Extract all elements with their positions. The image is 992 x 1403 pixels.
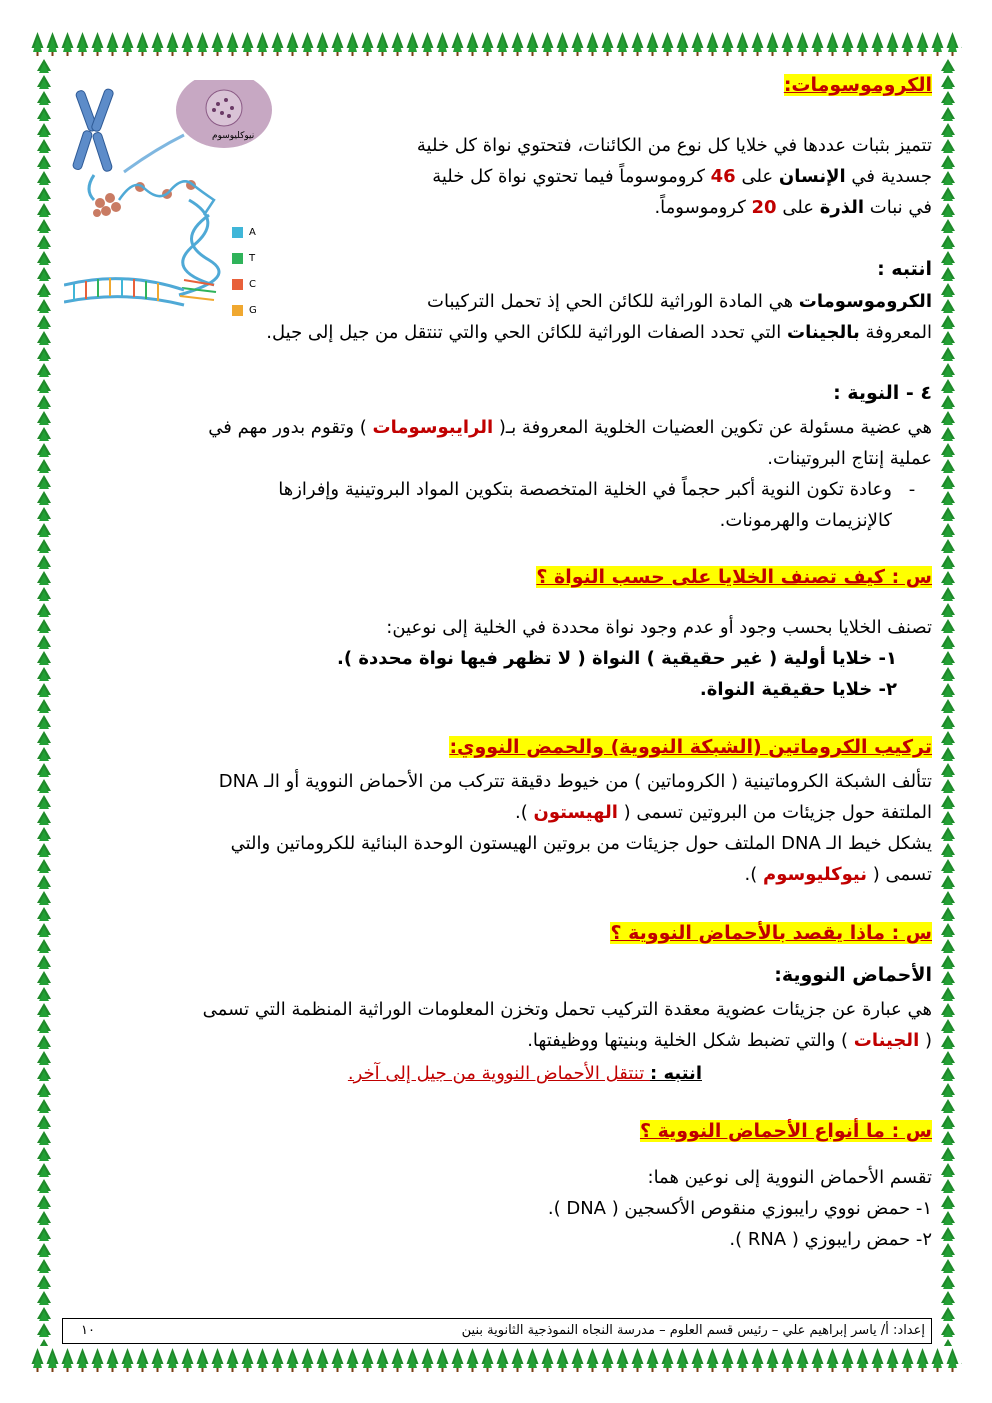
tree-border-right-graphic bbox=[934, 58, 962, 1346]
chromosomes-heading: الكروموسومات: bbox=[783, 74, 932, 96]
q3-item-2: ٢- حمض رايبوزي ( RNA ). bbox=[729, 1229, 932, 1250]
q3-intro: تقسم الأحماض النووية إلى نوعين هما: bbox=[647, 1167, 932, 1188]
nucleolus-heading: ٤ - النوية : bbox=[833, 382, 932, 404]
note-heading: انتبه : bbox=[877, 258, 932, 280]
chromatin-line-1: تتألف الشبكة الكروماتينية ( الكروماتين ) من خيوط دقيقة تتركب من الأحماض النووية أو الـ DNA bbox=[218, 771, 932, 792]
q1-heading: س : كيف تصنف الخلايا على حسب النواة ؟ bbox=[536, 566, 932, 588]
nucleolus-line-1: هي عضية مسئولة عن تكوين العضيات الخلوية المعروفة بـ( الرايبوسومات ) وتقوم بدور مهم في bbox=[208, 417, 932, 438]
nucleolus-bullet-line-1: -وعادة تكون النوية أكبر حجماً في الخلية المتخصصة بتكوين المواد البروتينية وإفرازها bbox=[60, 474, 932, 505]
q1-intro: تصنف الخلايا بحسب وجود أو عدم وجود نواة محددة في الخلية إلى نوعين: bbox=[386, 617, 932, 638]
page-border-right bbox=[934, 58, 962, 1346]
chromosomes-heading-row bbox=[60, 74, 932, 96]
nucleolus-heading-row bbox=[60, 382, 932, 404]
q2-note-text: تنتقل الأحماض النووية من جيل إلى آخر. bbox=[347, 1063, 650, 1084]
chromosomes-line-2: جسدية في الإنسان على 46 كروموسوماً فيما تحتوي نواة كل خلية bbox=[432, 166, 932, 187]
bullet-mark: - bbox=[908, 479, 916, 500]
legend-item-a: A bbox=[232, 220, 257, 246]
q2-note-label: انتبه : bbox=[649, 1063, 702, 1084]
q2-body bbox=[60, 994, 932, 1056]
chromatin-heading: تركيب الكروماتين (الشبكة النووية) والحمض النووي: bbox=[449, 736, 932, 758]
q2-line-1: هي عبارة عن جزيئات عضوية معقدة التركيب تحمل وتخزن المعلومات الوراثية المنظمة التي تسمى bbox=[202, 999, 932, 1020]
legend-item-t: T bbox=[232, 246, 257, 272]
q3-heading-row bbox=[60, 1120, 932, 1142]
chromatin-line-2: الملتفة حول جزيئات من البروتين تسمى ( الهيستون ). bbox=[514, 802, 932, 823]
footer bbox=[62, 1318, 932, 1344]
chromatin-line-3: يشكل خيط الـ DNA الملتف حول جزيئات من بروتين الهيستون الوحدة البنائية للكروماتين والتي bbox=[230, 833, 932, 854]
tree-border-left-graphic bbox=[30, 58, 58, 1346]
q2-heading: س : ماذا يقصد بالأحماض النووية ؟ bbox=[610, 922, 932, 944]
q1-heading-row bbox=[60, 566, 932, 588]
nucleolus-line-2: عملية إنتاج البروتينات. bbox=[767, 448, 932, 469]
q1-item-1: ١- خلايا أولية ( غير حقيقية ) النواة ( لا تظهر فيها نواة محددة ). bbox=[337, 648, 897, 669]
q3-body bbox=[60, 1162, 932, 1255]
chromosomes-line-1: تتميز بثبات عددها في خلايا كل نوع من الكائنات، فتحتوي نواة كل خلية bbox=[416, 135, 932, 156]
q2-heading-row bbox=[60, 922, 932, 944]
legend-item-g: G bbox=[232, 298, 257, 324]
q1-item-2: ٢- خلايا حقيقية النواة. bbox=[699, 679, 897, 700]
page-content bbox=[60, 62, 932, 1352]
note-line-2: المعروفة بالجينات التي تحدد الصفات الوراثية للكائن الحي والتي تنتقل من جيل إلى جيل. bbox=[266, 322, 932, 343]
nucleosome-label: نيوكليوسوم bbox=[212, 131, 255, 141]
note-line-1: الكروموسومات هي المادة الوراثية للكائن الحي إذ تحمل التركيبات bbox=[427, 291, 932, 312]
q2-note bbox=[60, 1058, 702, 1089]
chromatin-body bbox=[60, 766, 932, 890]
nucleolus-bullet bbox=[60, 474, 932, 536]
note-heading-row bbox=[60, 258, 932, 280]
nucleolus-paragraph bbox=[60, 412, 932, 474]
page-border-left bbox=[30, 58, 58, 1346]
q3-heading: س : ما أنواع الأحماض النووية ؟ bbox=[639, 1120, 932, 1142]
legend-item-c: C bbox=[232, 272, 257, 298]
chromatin-line-4: تسمى ( نيوكليوسوم ). bbox=[744, 864, 932, 885]
chromosomes-line-3: في نبات الذرة على 20 كروموسوماً. bbox=[654, 197, 932, 218]
chromatin-heading-row bbox=[60, 736, 932, 758]
chromosomes-note bbox=[60, 286, 932, 348]
page-number: ١٠ bbox=[81, 1323, 95, 1338]
footer-credit: إعداد: أ/ ياسر إبراهيم علي – رئيس قسم العلوم – مدرسة النجاه النموذجية الثانوية بنين bbox=[461, 1323, 925, 1338]
q2-line-2: ( الجينات ) والتي تضبط شكل الخلية وبنيتها ووظيفتها. bbox=[527, 1030, 932, 1051]
q3-item-1: ١- حمض نووي رايبوزي منقوص الأكسجين ( DNA ). bbox=[547, 1198, 932, 1219]
nucleolus-bullet-line-2: كالإنزيمات والهرمونات. bbox=[719, 510, 892, 531]
q2-subheading-row bbox=[60, 964, 932, 986]
q1-body bbox=[60, 612, 932, 705]
page-border-top bbox=[30, 30, 962, 58]
q2-subheading: الأحماض النووية: bbox=[774, 964, 932, 986]
tree-border-top-graphic bbox=[30, 30, 962, 58]
chromosomes-paragraph bbox=[282, 130, 932, 223]
